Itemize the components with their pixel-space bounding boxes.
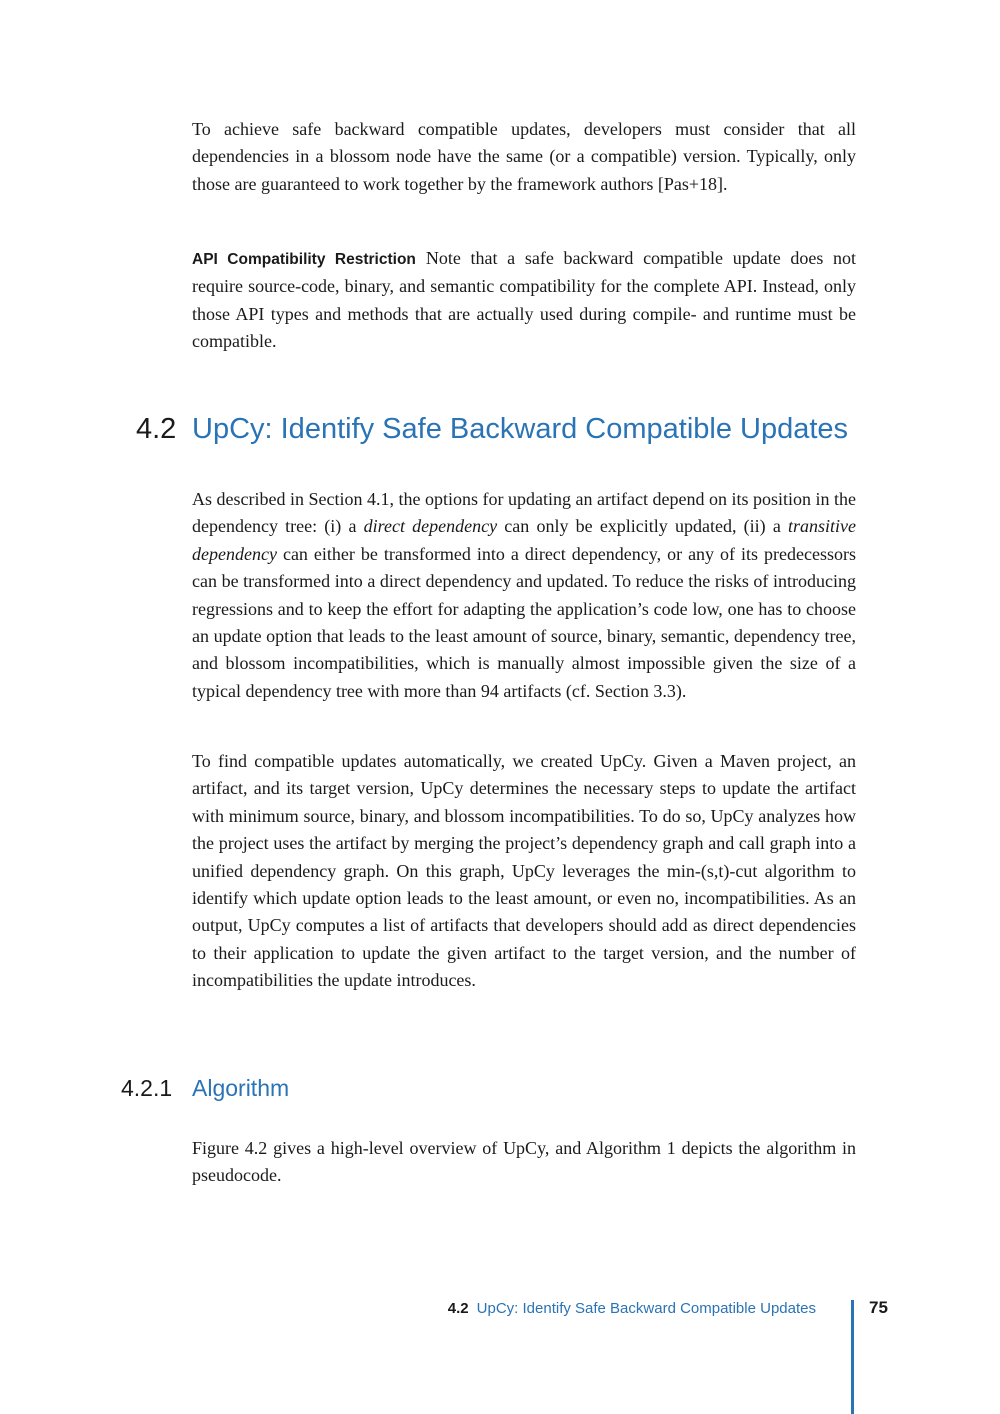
subsection-title: Algorithm [192, 1075, 290, 1101]
runin-heading: API Compatibility Restriction [192, 251, 416, 268]
footer-section-number: 4.2 [447, 1300, 469, 1317]
paragraph-api-text: Note that a safe backward compatible update does not require source-code, binary, and semantic compatibility for the complete API. Instead, only those API types and methods that are actually used during compile- and runtime must be compatible. [192, 248, 856, 352]
text-run: As described in Section 4.1, the options for updating an artifact depend on its position in the dependency tree: (i) a [192, 489, 856, 537]
running-footer [448, 1300, 816, 1317]
paragraph-update-options [192, 486, 856, 705]
paragraph-blossom-versions: To achieve safe backward compatible updates, developers must consider that all dependencies in a blossom node have the same (or a compatible) version. Typically, only those are guaranteed to work together by the framework authors [Pas+18]. [192, 119, 856, 194]
footer-section-title: UpCy: Identify Safe Backward Compatible Updates [476, 1300, 816, 1317]
footer-rule [851, 1300, 854, 1414]
page-number: 75 [869, 1298, 888, 1317]
emphasis-transitive-dependency: transitive dependency [192, 516, 856, 564]
section-number: 4.2 [136, 413, 177, 445]
paragraph-api-compatibility [192, 245, 856, 356]
emphasis-direct-dependency: direct dependency [363, 516, 498, 537]
text-run: can only be explicitly updated, (ii) a [497, 516, 788, 537]
section-title: UpCy: Identify Safe Backward Compatible Updates [192, 413, 849, 445]
paragraph-upcy-overview: To find compatible updates automatically, we created UpCy. Given a Maven project, an artifact, and its target version, UpCy determines the necessary steps to update the artifact with minimum source, binary, and blossom incompatibilities. To do so, UpCy analyzes how the project uses the artifact by merging the project’s dependency graph and call graph into a unified dependency graph. On this graph, UpCy leverages the min-(s,t)-cut algorithm to identify which update option leads to the least amount, or even no, incompatibilities. As an output, UpCy computes a list of artifacts that developers should add as direct dependencies to their application to update the given artifact to the target version, and the number of incompatibilities the update introduces. [192, 751, 856, 991]
paragraph-algorithm-intro: Figure 4.2 gives a high-level overview of UpCy, and Algorithm 1 depicts the algorithm in pseudocode. [192, 1138, 856, 1186]
subsection-number: 4.2.1 [121, 1075, 173, 1101]
text-run: can either be transformed into a direct dependency, or any of its predecessors can be transformed into a direct dependency and updated. To reduce the risks of introducing regressions and to keep the effort for adapting the application’s code low, one has to choose an update option that leads to the least amount of source, binary, semantic, dependency tree, and blossom incompatibilities, which is manually almost impossible given the size of a typical dependency tree with more than 94 artifacts (cf. Section 3.3). [192, 543, 856, 701]
